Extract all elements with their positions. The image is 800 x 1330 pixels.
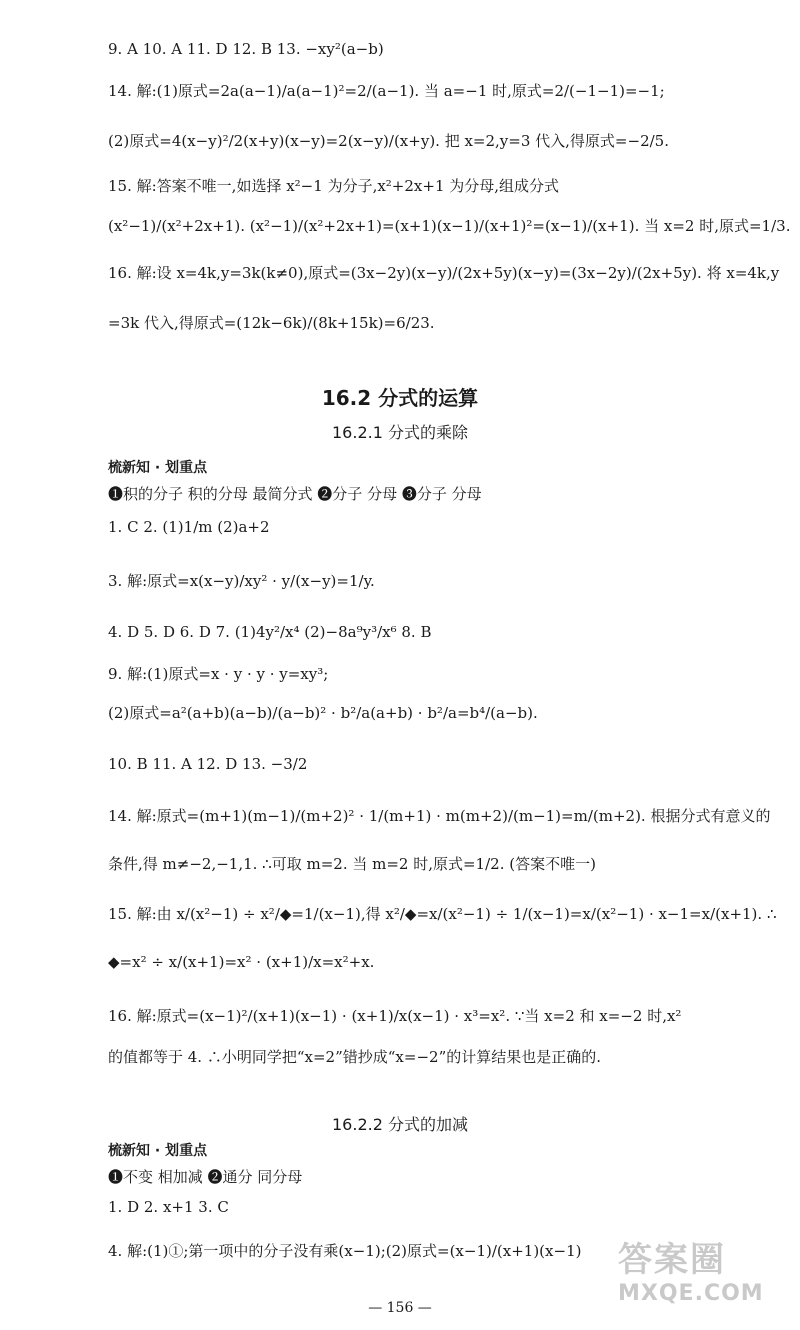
sub1-line-10: ◆=x² ÷ x/(x+1)=x² · (x+1)/x=x²+x. [108,953,375,971]
subsection-1-label: 梳新知 · 划重点 [108,460,208,476]
watermark-logo [618,1232,788,1322]
answer-line-3: (2)原式=4(x−y)²/2(x+y)(x−y)=2(x−y)/(x+y). 把 x=2,y=3 代入,得原式=−2/5. [108,132,669,150]
subsection-title-1: 16.2.1 分式的乘除 [332,423,468,442]
sub1-line-3: 4. D 5. D 6. D 7. (1)4y²/x⁴ (2)−8a⁹y³/x⁶ 8. B [108,623,432,641]
sub1-line-4: 9. 解:(1)原式=x · y · y · y=xy³; [108,665,329,683]
answer-line-6: 16. 解:设 x=4k,y=3k(k≠0),原式=(3x−2y)(x−y)/(2x+5y)(x−y)=(3x−2y)/(2x+5y). 将 x=4k,y [108,264,780,282]
answer-line-1: 9. A 10. A 11. D 12. B 13. −xy²(a−b) [108,40,384,58]
sub1-line-5: (2)原式=a²(a+b)(a−b)/(a−b)² · b²/a(a+b) · b²/a=b⁴/(a−b). [108,704,538,722]
answer-line-4: 15. 解:答案不唯一,如选择 x²−1 为分子,x²+2x+1 为分母,组成分式 [108,177,560,195]
sub1-line-8: 条件,得 m≠−2,−1,1. ∴可取 m=2. 当 m=2 时,原式=1/2. (答案不唯一) [108,855,596,873]
sub1-line-9: 15. 解:由 x/(x²−1) ÷ x²/◆=1/(x−1),得 x²/◆=x/(x²−1) ÷ 1/(x−1)=x/(x²−1) · x−1=x/(x+1). ∴ [108,905,777,923]
sub1-line-12: 的值都等于 4. ∴小明同学把“x=2”错抄成“x=−2”的计算结果也是正确的. [108,1048,602,1066]
watermark-title: 答案圈 [618,1240,726,1280]
watermark-url: MXQE.COM [618,1281,764,1306]
section-title: 16.2 分式的运算 [321,386,479,410]
answer-line-2: 14. 解:(1)原式=2a(a−1)/a(a−1)²=2/(a−1). 当 a=−1 时,原式=2/(−1−1)=−1; [108,82,665,100]
sub1-line-2: 3. 解:原式=x(x−y)/xy² · y/(x−y)=1/y. [108,572,375,590]
sub1-line-6: 10. B 11. A 12. D 13. −3/2 [108,755,308,773]
subsection-2-keys: ❶不变 相加减 ❷通分 同分母 [108,1168,303,1186]
answer-line-5: (x²−1)/(x²+2x+1). (x²−1)/(x²+2x+1)=(x+1)(x−1)/(x+1)²=(x−1)/(x+1). 当 x=2 时,原式=1/3. [108,217,791,235]
subsection-title-2: 16.2.2 分式的加减 [332,1115,468,1134]
sub1-line-7: 14. 解:原式=(m+1)(m−1)/(m+2)² · 1/(m+1) · m(m+2)/(m−1)=m/(m+2). 根据分式有意义的 [108,807,771,825]
answer-line-7: =3k 代入,得原式=(12k−6k)/(8k+15k)=6/23. [108,314,435,332]
subsection-2-label: 梳新知 · 划重点 [108,1143,208,1159]
sub2-line-2: 4. 解:(1)①;第一项中的分子没有乘(x−1);(2)原式=(x−1)/(x+1)(x−1) [108,1242,582,1260]
subsection-1-keys: ❶积的分子 积的分母 最简分式 ❷分子 分母 ❸分子 分母 [108,485,482,503]
page-number: — 156 — [368,1300,432,1316]
sub2-line-1: 1. D 2. x+1 3. C [108,1198,229,1216]
sub1-line-1: 1. C 2. (1)1/m (2)a+2 [108,518,270,536]
sub1-line-11: 16. 解:原式=(x−1)²/(x+1)(x−1) · (x+1)/x(x−1) · x³=x². ∵当 x=2 和 x=−2 时,x² [108,1007,682,1025]
